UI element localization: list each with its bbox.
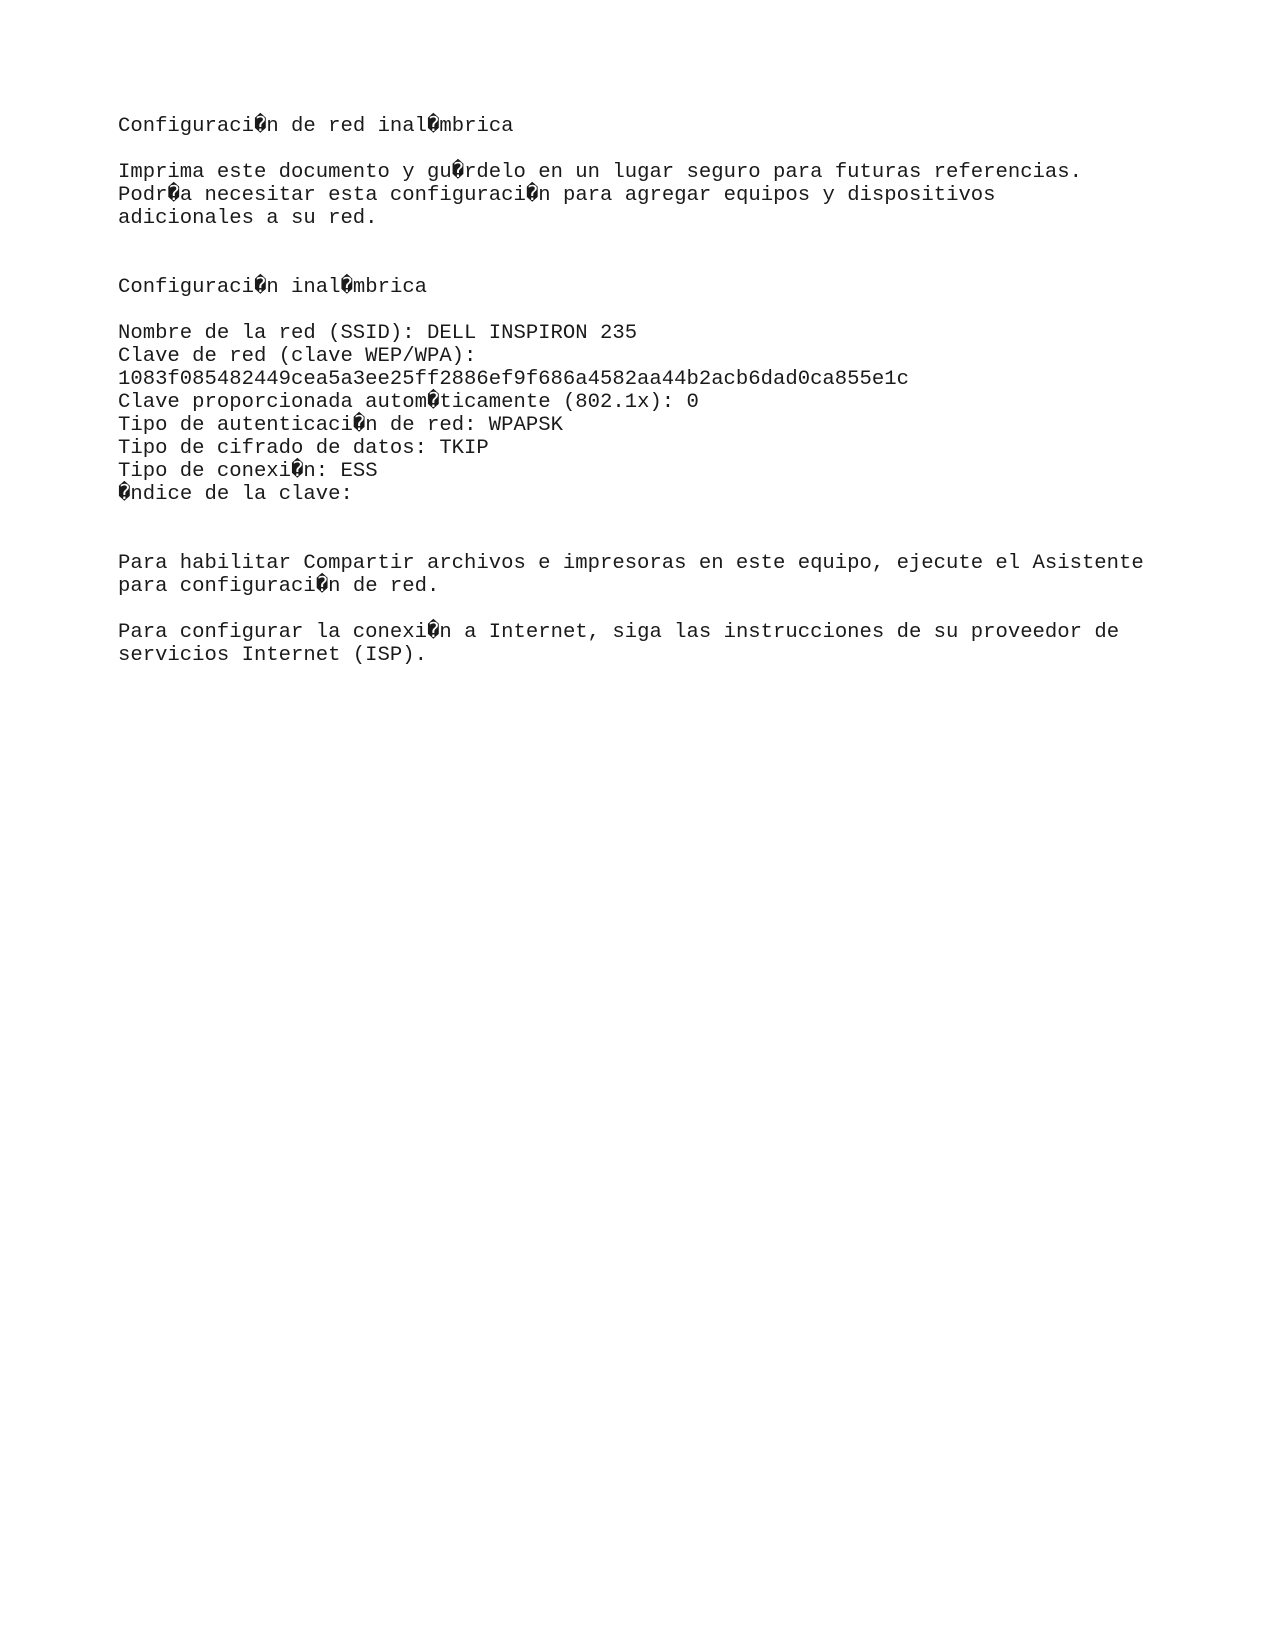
setting-key-index: �ndice de la clave: [118,483,353,506]
setting-auth-type: Tipo de autenticaci�n de red: WPAPSK [118,414,563,437]
setting-auto-key: Clave proporcionada autom�ticamente (802.1x): 0 [118,391,699,414]
setting-ssid: Nombre de la red (SSID): DELL INSPIRON 235 [118,322,638,345]
section-title: Configuraci�n inal�mbrica [118,276,428,299]
sharing-note-line-2: para configuraci�n de red. [118,575,440,598]
intro-line-1: Imprima este documento y gu�rdelo en un lugar seguro para futuras referencias. [118,161,1082,184]
setting-key-label: Clave de red (clave WEP/WPA): [118,345,477,368]
internet-note-line-2: servicios Internet (ISP). [118,644,427,667]
intro-line-2: Podr�a necesitar esta configuraci�n para agregar equipos y dispositivos [118,184,996,207]
setting-connection-type: Tipo de conexi�n: ESS [118,460,378,483]
intro-line-3: adicionales a su red. [118,207,378,230]
setting-cipher-type: Tipo de cifrado de datos: TKIP [118,437,489,460]
document-title: Configuraci�n de red inal�mbrica [118,115,514,138]
internet-note-line-1: Para configurar la conexi�n a Internet, siga las instrucciones de su proveedor de [118,621,1120,644]
sharing-note-line-1: Para habilitar Compartir archivos e impresoras en este equipo, ejecute el Asistente [118,552,1144,575]
setting-key-value: 1083f085482449cea5a3ee25ff2886ef9f686a4582aa44b2acb6dad0ca855e1c [118,368,909,391]
